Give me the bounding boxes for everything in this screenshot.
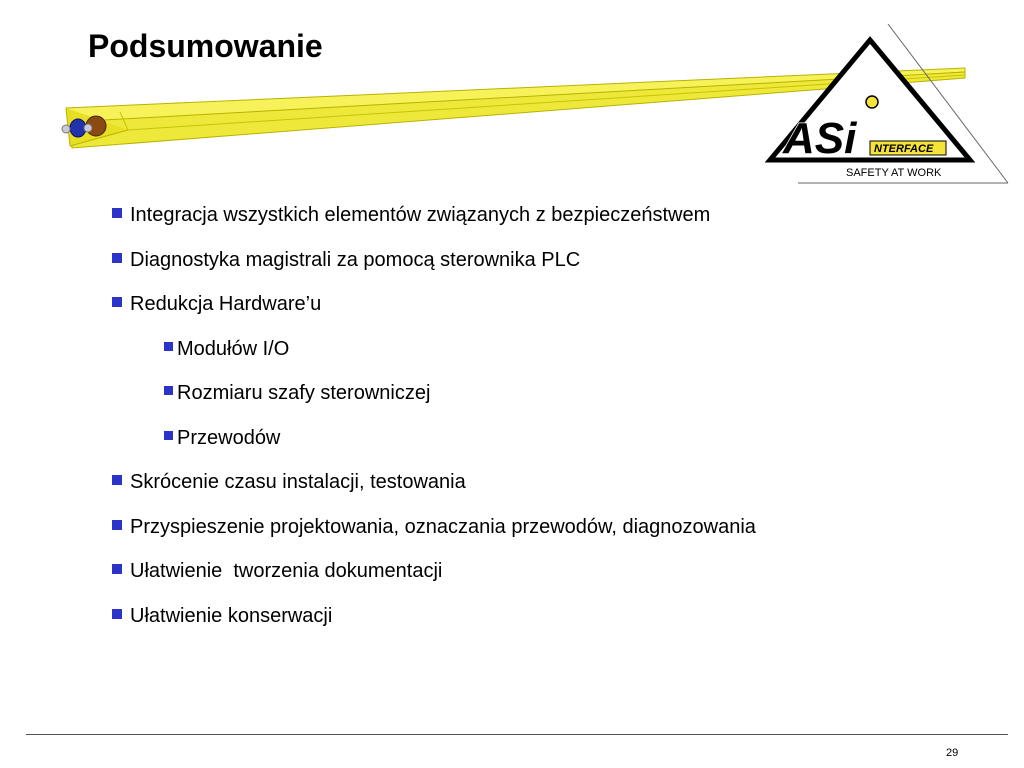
logo-dot	[866, 96, 878, 108]
square-bullet-icon	[112, 475, 122, 485]
asi-brand: ASi	[783, 114, 857, 163]
list-item	[112, 249, 580, 272]
list-item	[112, 293, 321, 316]
square-bullet-icon	[112, 609, 122, 619]
flat-cable-graphic	[0, 0, 1024, 200]
square-bullet-icon	[164, 386, 173, 395]
list-item-text: Ułatwienie tworzenia dokumentacji	[130, 560, 443, 582]
sub-list-item	[164, 382, 430, 405]
square-bullet-icon	[112, 297, 122, 307]
list-item-text: Ułatwienie konserwacji	[130, 605, 333, 627]
footer-divider	[26, 734, 1008, 735]
list-item	[112, 560, 442, 583]
page-number: 29	[946, 747, 959, 759]
logo-wordmark: NTERFACE	[874, 143, 934, 155]
square-bullet-icon	[112, 564, 122, 574]
list-item-text: Rozmiaru szafy sterowniczej	[177, 382, 431, 404]
connector-metal-tip	[62, 125, 70, 133]
list-item-text: Przyspieszenie projektowania, oznaczania przewodów, diagnozowania	[130, 516, 756, 538]
square-bullet-icon	[112, 520, 122, 530]
list-item	[112, 204, 710, 227]
square-bullet-icon	[164, 342, 173, 351]
list-item	[112, 471, 466, 494]
asi-logo	[770, 24, 1008, 183]
list-item-text: Integracja wszystkich elementów związanych z bezpieczeństwem	[130, 204, 711, 226]
square-bullet-icon	[112, 253, 122, 263]
list-item	[112, 516, 756, 539]
list-item-text: Diagnostyka magistrali za pomocą sterownika PLC	[130, 249, 581, 271]
slide-title: Podsumowanie	[88, 28, 323, 64]
list-item	[112, 605, 332, 628]
square-bullet-icon	[164, 431, 173, 440]
logo-tagline: SAFETY AT WORK	[846, 167, 942, 179]
list-item-text: Modułów I/O	[177, 338, 290, 360]
list-item-text: Przewodów	[177, 427, 281, 449]
connector-metal-tip	[84, 124, 92, 132]
list-item-text: Skrócenie czasu instalacji, testowania	[130, 471, 466, 493]
square-bullet-icon	[112, 208, 122, 218]
sub-list-item	[164, 338, 289, 361]
sub-list-item	[164, 427, 280, 450]
list-item-text: Redukcja Hardware’u	[130, 293, 322, 315]
